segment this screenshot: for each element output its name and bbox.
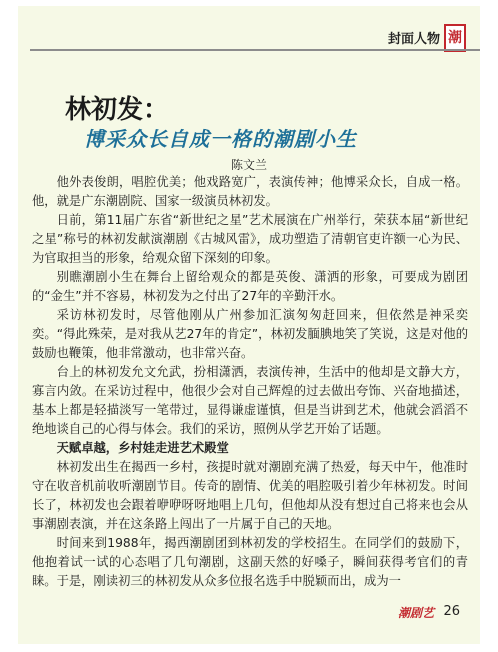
section-stamp-logo: 潮: [444, 24, 466, 52]
page-header: [18, 6, 480, 50]
paragraph: 台上的林初发允文允武，扮相潇洒，表演传神，生活中的他却是文静大方，寡言内敛。在采访过程中，他很少会对自己辉煌的过去做出夸饰、兴奋地描述，基本上都是轻描淡写一笔带过，显得谦虚谨慎，但是当讲到艺术，他就会滔滔不绝地谈自己的心得与体会。我们的采访，照例从学艺开始了话题。: [32, 365, 468, 436]
paragraph: 采访林初发时，尽管他刚从广州参加汇演匆匆赶回来，但依然是神采奕奕。“得此殊荣，是对我从艺27年的肯定”，林初发腼腆地笑了笑说，这是对他的鼓励也鞭策，他非常激动，也非常兴奋。: [32, 308, 468, 360]
article-body: [32, 173, 468, 591]
paragraph: 别瞧潮剧小生在舞台上留给观众的都是英俊、潇洒的形象，可要成为剧团的“金生”并不容易，林初发为之付出了27年的辛勤汗水。: [32, 270, 468, 303]
article-title: 林初发：: [65, 95, 170, 125]
magazine-logo: 潮剧艺: [397, 606, 434, 620]
magazine-page: [18, 6, 480, 644]
paragraph: 他外表俊朗，唱腔优美；他戏路宽广，表演传神；他博采众长，自成一格。他，就是广东潮剧院、国家一级演员林初发。: [32, 175, 468, 208]
article-author: 陈文兰: [230, 158, 267, 172]
article-subtitle: 博采众长自成一格的潮剧小生: [84, 127, 357, 151]
section-title: 封面人物: [387, 32, 440, 47]
page-number: 26: [443, 604, 460, 619]
paragraph: 时间来到1988年，揭西潮剧团到林初发的学校招生。在同学们的鼓励下，他抱着试一试的心态唱了几句潮剧，这副天然的好嗓子，瞬间获得考官们的青睐。于是，刚读初三的林初发从众多位报名选手中脱颖而出，成为一: [32, 536, 468, 588]
paragraph: 日前，第11届广东省“新世纪之星”艺术展演在广州举行，荣获本届“新世纪之星”称号的林初发献演潮剧《古城风雷》，成功塑造了清朝官吏许额一心为民、为官取担当的形象，给观众留下深刻的印象。: [32, 213, 468, 265]
paragraph: 林初发出生在揭西一乡村，孩提时就对潮剧充满了热爱，每天中午，他准时守在收音机前收听潮剧节目。传奇的剧情、优美的唱腔吸引着少年林初发。时间长了，林初发也会跟着咿咿呀呀地唱上几句，但他却从没有想过自己将来也会从事潮剧表演，并在这条路上闯出了一片属于自己的天地。: [32, 460, 468, 531]
section-subheading: 天赋卓越，乡村娃走进艺术殿堂: [56, 441, 229, 455]
header-divider: [30, 49, 480, 51]
